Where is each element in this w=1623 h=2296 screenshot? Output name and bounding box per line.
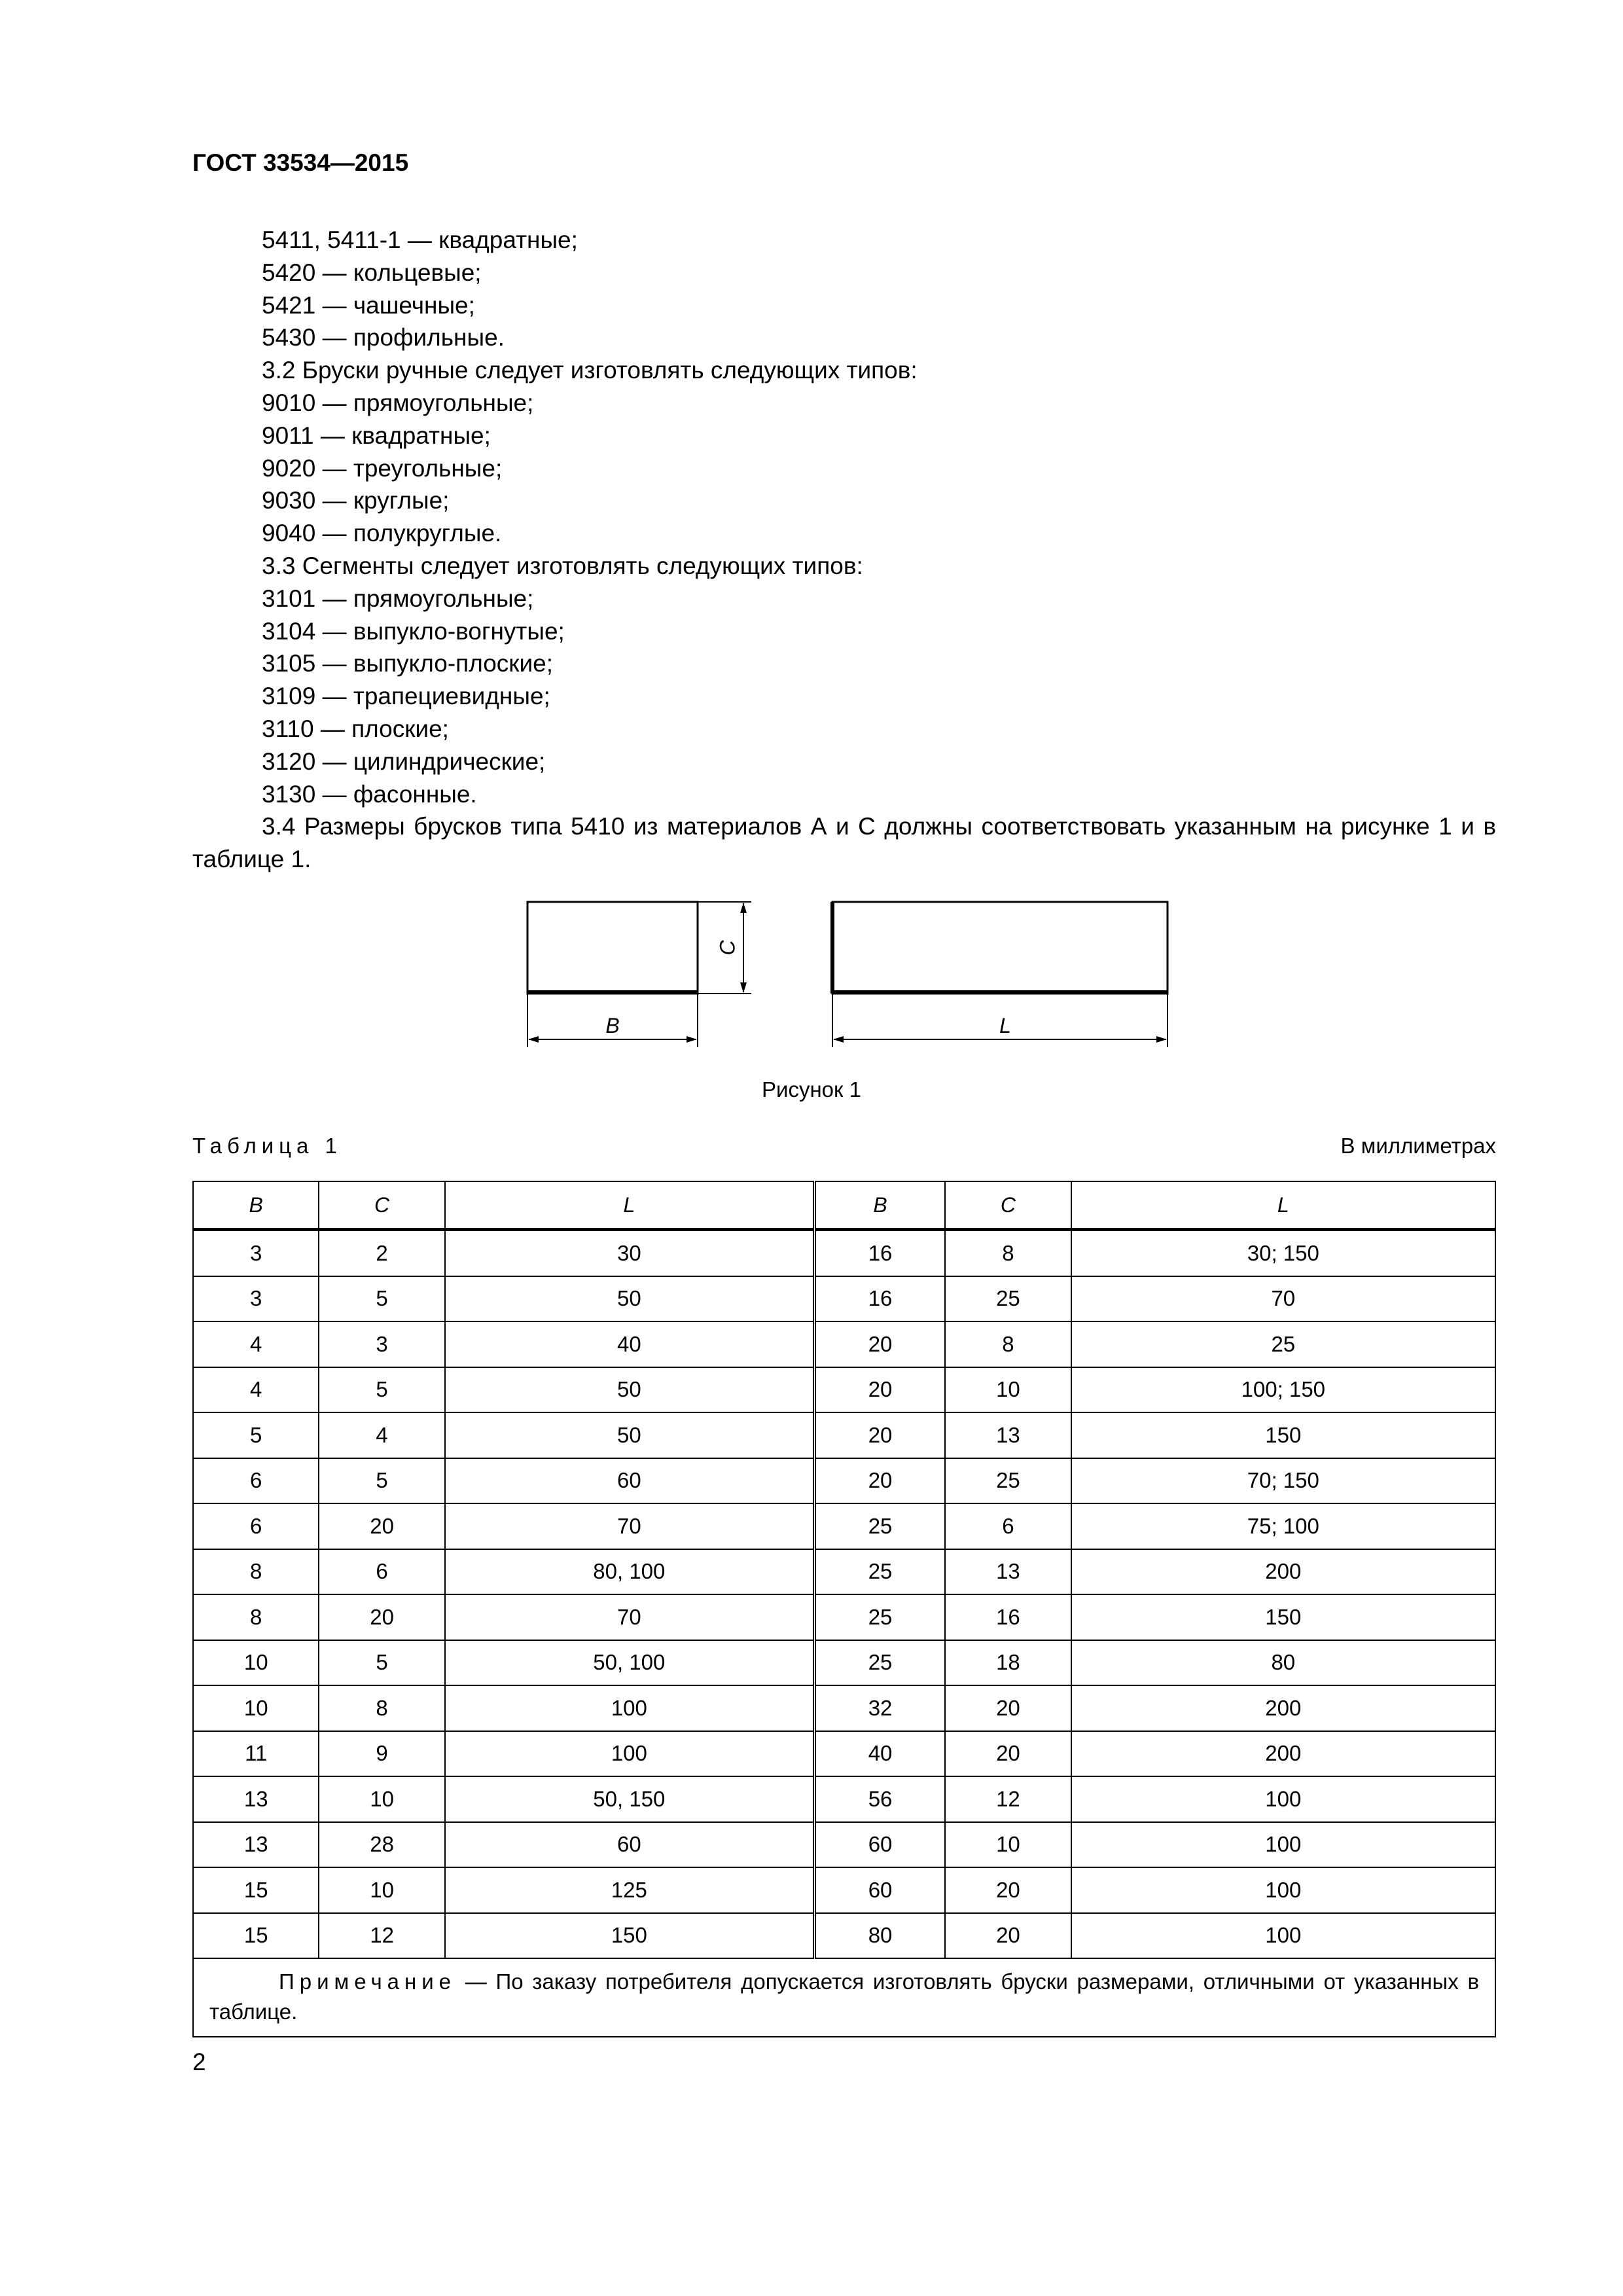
column-header: L: [445, 1181, 815, 1230]
table-cell: 20: [814, 1321, 945, 1367]
table-cell: 16: [814, 1276, 945, 1322]
column-header: C: [945, 1181, 1071, 1230]
table-cell: 25: [814, 1594, 945, 1640]
table-cell: 6: [193, 1503, 319, 1549]
table-cell: 8: [945, 1321, 1071, 1367]
table-cell: 3: [193, 1230, 319, 1276]
table-cell: 25: [814, 1503, 945, 1549]
table-cell: 5: [319, 1276, 444, 1322]
table-cell: 15: [193, 1867, 319, 1913]
table-row: [193, 1276, 1495, 1322]
table-cell: 20: [814, 1458, 945, 1504]
table-cell: 25: [814, 1549, 945, 1595]
table-cell: 70: [1071, 1276, 1495, 1322]
note-label: Примечание: [279, 1969, 457, 1994]
table-cell: 80: [814, 1913, 945, 1959]
table-cell: 100: [1071, 1776, 1495, 1822]
table-cell: 200: [1071, 1731, 1495, 1777]
table-cell: 20: [814, 1367, 945, 1413]
table-cell: 70: [445, 1503, 815, 1549]
table-row: [193, 1549, 1495, 1595]
table-cell: 20: [814, 1412, 945, 1458]
table-row: [193, 1822, 1495, 1868]
table-cell: 13: [945, 1412, 1071, 1458]
table-cell: 16: [814, 1230, 945, 1276]
table-cell: 13: [945, 1549, 1071, 1595]
table-cell: 8: [319, 1685, 444, 1731]
table-cell: 50: [445, 1367, 815, 1413]
table-cell: 2: [319, 1230, 444, 1276]
table-cell: 20: [319, 1594, 444, 1640]
table-cell: 30; 150: [1071, 1230, 1495, 1276]
table-cell: 10: [319, 1867, 444, 1913]
table-cell: 60: [814, 1822, 945, 1868]
table-note: [193, 1958, 1495, 2037]
table-cell: 50, 150: [445, 1776, 815, 1822]
table-cell: 10: [945, 1367, 1071, 1413]
table-cell: 25: [945, 1458, 1071, 1504]
table-cell: 13: [193, 1822, 319, 1868]
table-cell: 150: [1071, 1412, 1495, 1458]
table-cell: 200: [1071, 1685, 1495, 1731]
table-row: [193, 1503, 1495, 1549]
table-cell: 80: [1071, 1640, 1495, 1686]
table-row: [193, 1230, 1495, 1276]
table-cell: 150: [1071, 1594, 1495, 1640]
table-cell: 40: [445, 1321, 815, 1367]
list-line: 5411, 5411-1 — квадратные;: [262, 226, 578, 253]
table-cell: 28: [319, 1822, 444, 1868]
table-cell: 4: [193, 1367, 319, 1413]
table-cell: 15: [193, 1913, 319, 1959]
side-view-rect: [832, 902, 1168, 994]
table-caption: Таблица 1: [192, 1134, 342, 1158]
table-cell: 9: [319, 1731, 444, 1777]
table-cell: 10: [945, 1822, 1071, 1868]
list-line: 9011 — квадратные;: [262, 422, 491, 449]
table-row: [193, 1776, 1495, 1822]
figure-caption: Рисунок 1: [762, 1077, 861, 1102]
table-cell: 100: [1071, 1867, 1495, 1913]
table-row: [193, 1731, 1495, 1777]
table-cell: 60: [445, 1458, 815, 1504]
table-row: [193, 1640, 1495, 1686]
table-cell: 20: [945, 1867, 1071, 1913]
table-cell: 3: [193, 1276, 319, 1322]
list-line: 3104 — выпукло-вогнутые;: [262, 617, 565, 645]
list-line: 5430 — профильные.: [262, 324, 505, 351]
list-line: 3101 — прямоугольные;: [262, 584, 534, 612]
table-cell: 50: [445, 1412, 815, 1458]
table-cell: 30: [445, 1230, 815, 1276]
table-cell: 6: [319, 1549, 444, 1595]
table-row: [193, 1321, 1495, 1367]
table-units: В миллиметрах: [1340, 1134, 1496, 1158]
table-cell: 100: [445, 1731, 815, 1777]
table-cell: 60: [814, 1867, 945, 1913]
table-row: [193, 1458, 1495, 1504]
table-cell: 5: [319, 1458, 444, 1504]
table-cell: 5: [319, 1640, 444, 1686]
table-cell: 11: [193, 1731, 319, 1777]
table-cell: 100; 150: [1071, 1367, 1495, 1413]
table-cell: 8: [945, 1230, 1071, 1276]
table-cell: 32: [814, 1685, 945, 1731]
list-line: 3130 — фасонные.: [262, 780, 477, 808]
table-cell: 20: [945, 1685, 1071, 1731]
table-cell: 70; 150: [1071, 1458, 1495, 1504]
list-line: 3.3 Сегменты следует изготовлять следующих типов:: [262, 552, 863, 579]
table-row: [193, 1594, 1495, 1640]
list-line: 3109 — трапециевидные;: [262, 683, 550, 710]
table-cell: 50, 100: [445, 1640, 815, 1686]
column-header: L: [1071, 1181, 1495, 1230]
table-cell: 100: [1071, 1822, 1495, 1868]
table-cell: 8: [193, 1594, 319, 1640]
table-cell: 25: [814, 1640, 945, 1686]
table-cell: 60: [445, 1822, 815, 1868]
table-cell: 20: [945, 1913, 1071, 1959]
table-cell: 20: [319, 1503, 444, 1549]
table-cell: 4: [193, 1321, 319, 1367]
column-header: B: [193, 1181, 319, 1230]
table-cell: 4: [319, 1412, 444, 1458]
table-row: [193, 1412, 1495, 1458]
table-cell: 12: [319, 1913, 444, 1959]
table-cell: 5: [319, 1367, 444, 1413]
figure-1-drawing: [510, 890, 1198, 1060]
cross-section-rect: [527, 902, 698, 994]
type-list: [262, 224, 918, 810]
column-header: B: [814, 1181, 945, 1230]
table-cell: 13: [193, 1776, 319, 1822]
table-cell: 10: [319, 1776, 444, 1822]
table-cell: 12: [945, 1776, 1071, 1822]
table-cell: 18: [945, 1640, 1071, 1686]
table-row: [193, 1685, 1495, 1731]
table-cell: 25: [945, 1276, 1071, 1322]
document-header: ГОСТ 33534—2015: [192, 149, 409, 176]
dimensions-table: [192, 1181, 1496, 2037]
list-line: 9020 — треугольные;: [262, 454, 503, 482]
list-line: 9040 — полукруглые.: [262, 520, 502, 547]
dimension-l-label: L: [999, 1014, 1011, 1037]
list-line: 3105 — выпукло-плоские;: [262, 650, 553, 677]
table-cell: 80, 100: [445, 1549, 815, 1595]
table-cell: 50: [445, 1276, 815, 1322]
list-line: 9010 — прямоугольные;: [262, 389, 534, 416]
table-cell: 56: [814, 1776, 945, 1822]
table-cell: 70: [445, 1594, 815, 1640]
table-cell: 100: [445, 1685, 815, 1731]
table-cell: 75; 100: [1071, 1503, 1495, 1549]
paragraph-3-4: 3.4 Размеры брусков типа 5410 из материалов А и С должны соответствовать указанным на рисунке 1 и в таблице 1.: [192, 813, 1496, 872]
page-number: 2: [192, 2049, 206, 2075]
table-cell: 25: [1071, 1321, 1495, 1367]
table-note-row: [193, 1958, 1495, 2037]
table-row: [193, 1367, 1495, 1413]
dimension-b-label: B: [605, 1014, 620, 1037]
table-cell: 125: [445, 1867, 815, 1913]
table-cell: 10: [193, 1685, 319, 1731]
table-header-row: [193, 1181, 1495, 1230]
list-line: 5420 — кольцевые;: [262, 259, 482, 286]
table-row: [193, 1867, 1495, 1913]
dimension-c-label: C: [715, 940, 740, 956]
table-cell: 8: [193, 1549, 319, 1595]
table-cell: 16: [945, 1594, 1071, 1640]
table-cell: 3: [319, 1321, 444, 1367]
table-cell: 5: [193, 1412, 319, 1458]
table-row: [193, 1913, 1495, 1959]
table-cell: 150: [445, 1913, 815, 1959]
list-line: 3110 — плоские;: [262, 715, 449, 742]
table-cell: 20: [945, 1731, 1071, 1777]
note-text: — По заказу потребителя допускается изготовлять бруски размерами, отличными от указанных в таблице.: [209, 1969, 1479, 2024]
list-line: 5421 — чашечные;: [262, 291, 475, 319]
column-header: C: [319, 1181, 444, 1230]
table-cell: 6: [193, 1458, 319, 1504]
table-cell: 40: [814, 1731, 945, 1777]
list-line: 9030 — круглые;: [262, 487, 450, 514]
table-cell: 200: [1071, 1549, 1495, 1595]
table-cell: 10: [193, 1640, 319, 1686]
list-line: 3120 — цилиндрические;: [262, 747, 546, 775]
table-cell: 6: [945, 1503, 1071, 1549]
list-line: 3.2 Бруски ручные следует изготовлять следующих типов:: [262, 357, 918, 384]
table-cell: 100: [1071, 1913, 1495, 1959]
